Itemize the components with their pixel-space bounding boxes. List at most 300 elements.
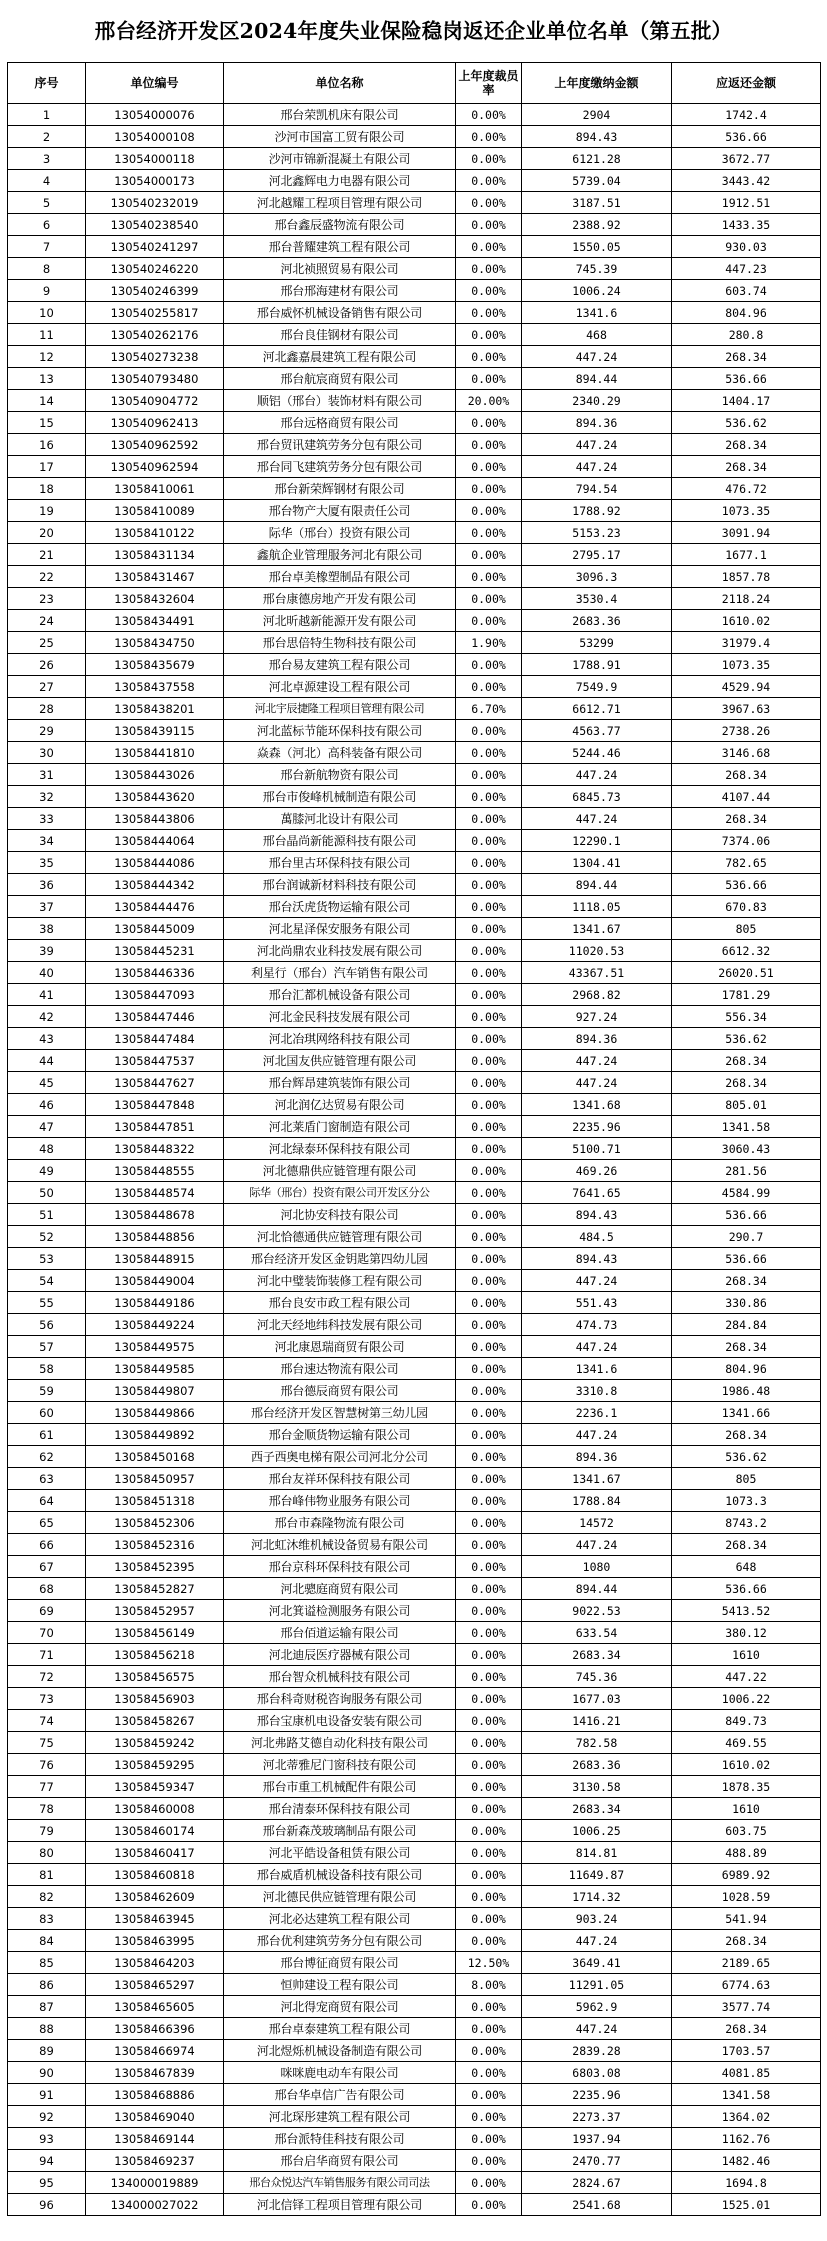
cell-layoff-rate: 0.00% [456, 1138, 522, 1160]
cell-index: 47 [8, 1116, 86, 1138]
table-row [8, 1644, 821, 1666]
cell-index: 79 [8, 1820, 86, 1842]
cell-refund-amount: 1610.02 [672, 610, 821, 632]
cell-unit-name: 邢台市森隆物流有限公司 [224, 1512, 456, 1534]
cell-unit-name: 河北骢庭商贸有限公司 [224, 1578, 456, 1600]
cell-unit-name: 河北康恩瑞商贸有限公司 [224, 1336, 456, 1358]
cell-refund-amount: 1781.29 [672, 984, 821, 1006]
cell-layoff-rate: 0.00% [456, 1402, 522, 1424]
cell-paid-amount: 474.73 [522, 1314, 672, 1336]
cell-paid-amount: 894.36 [522, 1446, 672, 1468]
cell-paid-amount: 484.5 [522, 1226, 672, 1248]
cell-unit-name: 邢台新荣辉钢材有限公司 [224, 478, 456, 500]
cell-unit-code: 13058445231 [86, 940, 224, 962]
cell-unit-name: 萬膝河北设计有限公司 [224, 808, 456, 830]
cell-refund-amount: 1742.4 [672, 104, 821, 126]
cell-refund-amount: 4584.99 [672, 1182, 821, 1204]
cell-unit-code: 134000027022 [86, 2194, 224, 2216]
cell-refund-amount: 536.66 [672, 126, 821, 148]
cell-refund-amount: 541.94 [672, 1908, 821, 1930]
cell-paid-amount: 5100.71 [522, 1138, 672, 1160]
cell-layoff-rate: 0.00% [456, 1864, 522, 1886]
cell-paid-amount: 2340.29 [522, 390, 672, 412]
cell-unit-code: 13054000108 [86, 126, 224, 148]
cell-index: 39 [8, 940, 86, 962]
table-row [8, 478, 821, 500]
cell-unit-code: 13058449224 [86, 1314, 224, 1336]
cell-index: 57 [8, 1336, 86, 1358]
cell-unit-code: 13058446336 [86, 962, 224, 984]
table-row [8, 1512, 821, 1534]
cell-refund-amount: 3060.43 [672, 1138, 821, 1160]
cell-index: 68 [8, 1578, 86, 1600]
cell-layoff-rate: 0.00% [456, 742, 522, 764]
cell-index: 77 [8, 1776, 86, 1798]
table-row [8, 126, 821, 148]
cell-paid-amount: 794.54 [522, 478, 672, 500]
cell-refund-amount: 268.34 [672, 346, 821, 368]
cell-unit-name: 邢台鑫辰盛物流有限公司 [224, 214, 456, 236]
cell-paid-amount: 1550.05 [522, 236, 672, 258]
cell-index: 88 [8, 2018, 86, 2040]
cell-unit-name: 河北绿泰环保科技有限公司 [224, 1138, 456, 1160]
cell-unit-name: 河北尚鼎农业科技发展有限公司 [224, 940, 456, 962]
cell-layoff-rate: 0.00% [456, 1182, 522, 1204]
cell-unit-name: 邢台峰伟物业服务有限公司 [224, 1490, 456, 1512]
cell-unit-code: 13058448678 [86, 1204, 224, 1226]
cell-layoff-rate: 0.00% [456, 830, 522, 852]
cell-unit-code: 13058432604 [86, 588, 224, 610]
cell-index: 56 [8, 1314, 86, 1336]
cell-unit-name: 邢台思倍特生物科技有限公司 [224, 632, 456, 654]
cell-paid-amount: 3530.4 [522, 588, 672, 610]
cell-paid-amount: 447.24 [522, 808, 672, 830]
table-row [8, 1314, 821, 1336]
table-row [8, 1798, 821, 1820]
cell-paid-amount: 6845.73 [522, 786, 672, 808]
cell-paid-amount: 1341.67 [522, 1468, 672, 1490]
cell-unit-code: 13058469144 [86, 2128, 224, 2150]
cell-index: 72 [8, 1666, 86, 1688]
cell-refund-amount: 268.34 [672, 434, 821, 456]
cell-paid-amount: 1714.32 [522, 1886, 672, 1908]
cell-unit-code: 13058445009 [86, 918, 224, 940]
cell-layoff-rate: 0.00% [456, 1116, 522, 1138]
cell-layoff-rate: 0.00% [456, 1270, 522, 1292]
table-row [8, 1886, 821, 1908]
cell-paid-amount: 2470.77 [522, 2150, 672, 2172]
cell-unit-code: 13058444342 [86, 874, 224, 896]
cell-layoff-rate: 0.00% [456, 544, 522, 566]
cell-layoff-rate: 0.00% [456, 1666, 522, 1688]
cell-index: 86 [8, 1974, 86, 1996]
cell-refund-amount: 447.23 [672, 258, 821, 280]
cell-paid-amount: 2541.68 [522, 2194, 672, 2216]
cell-unit-name: 河北中璧装饰装修工程有限公司 [224, 1270, 456, 1292]
cell-paid-amount: 1416.21 [522, 1710, 672, 1732]
cell-refund-amount: 268.34 [672, 2018, 821, 2040]
cell-paid-amount: 2683.34 [522, 1798, 672, 1820]
cell-unit-code: 13058447484 [86, 1028, 224, 1050]
cell-layoff-rate: 0.00% [456, 1798, 522, 1820]
cell-paid-amount: 447.24 [522, 456, 672, 478]
cell-paid-amount: 6612.71 [522, 698, 672, 720]
cell-refund-amount: 476.72 [672, 478, 821, 500]
cell-paid-amount: 1788.92 [522, 500, 672, 522]
cell-refund-amount: 3967.63 [672, 698, 821, 720]
cell-paid-amount: 6803.08 [522, 2062, 672, 2084]
cell-refund-amount: 849.73 [672, 1710, 821, 1732]
cell-layoff-rate: 0.00% [456, 1710, 522, 1732]
cell-unit-name: 河北鑫辉电力电器有限公司 [224, 170, 456, 192]
cell-layoff-rate: 0.00% [456, 566, 522, 588]
table-header-row [8, 63, 821, 104]
cell-paid-amount: 2388.92 [522, 214, 672, 236]
cell-unit-name: 河北天经地纬科技发展有限公司 [224, 1314, 456, 1336]
cell-paid-amount: 447.24 [522, 1336, 672, 1358]
cell-refund-amount: 4529.94 [672, 676, 821, 698]
cell-paid-amount: 3649.41 [522, 1952, 672, 1974]
cell-layoff-rate: 0.00% [456, 324, 522, 346]
cell-refund-amount: 1404.17 [672, 390, 821, 412]
cell-unit-code: 13058450957 [86, 1468, 224, 1490]
cell-layoff-rate: 0.00% [456, 1776, 522, 1798]
table-row [8, 390, 821, 412]
cell-refund-amount: 280.8 [672, 324, 821, 346]
cell-layoff-rate: 0.00% [456, 874, 522, 896]
cell-layoff-rate: 0.00% [456, 2128, 522, 2150]
table-row [8, 808, 821, 830]
table-row [8, 852, 821, 874]
cell-layoff-rate: 0.00% [456, 1050, 522, 1072]
cell-paid-amount: 43367.51 [522, 962, 672, 984]
cell-refund-amount: 536.66 [672, 1204, 821, 1226]
cell-unit-name: 邢台德辰商贸有限公司 [224, 1380, 456, 1402]
table-row [8, 676, 821, 698]
cell-unit-code: 13058434750 [86, 632, 224, 654]
cell-index: 11 [8, 324, 86, 346]
cell-unit-code: 13058431467 [86, 566, 224, 588]
table-row [8, 1996, 821, 2018]
cell-paid-amount: 2236.1 [522, 1402, 672, 1424]
cell-paid-amount: 447.24 [522, 1050, 672, 1072]
cell-unit-code: 130540962592 [86, 434, 224, 456]
cell-refund-amount: 603.74 [672, 280, 821, 302]
cell-index: 37 [8, 896, 86, 918]
cell-layoff-rate: 1.90% [456, 632, 522, 654]
cell-refund-amount: 268.34 [672, 1336, 821, 1358]
cell-layoff-rate: 0.00% [456, 786, 522, 808]
table-row [8, 1072, 821, 1094]
cell-unit-name: 河北协安科技有限公司 [224, 1204, 456, 1226]
cell-index: 49 [8, 1160, 86, 1182]
table-row [8, 1666, 821, 1688]
cell-unit-code: 13054000173 [86, 170, 224, 192]
cell-layoff-rate: 0.00% [456, 1842, 522, 1864]
cell-paid-amount: 1341.68 [522, 1094, 672, 1116]
table-row [8, 1842, 821, 1864]
cell-unit-name: 河北蒂雅尼门窗科技有限公司 [224, 1754, 456, 1776]
cell-refund-amount: 1073.3 [672, 1490, 821, 1512]
cell-unit-code: 13058449866 [86, 1402, 224, 1424]
table-row [8, 984, 821, 1006]
cell-index: 31 [8, 764, 86, 786]
cell-unit-code: 13058456218 [86, 1644, 224, 1666]
cell-refund-amount: 31979.4 [672, 632, 821, 654]
cell-refund-amount: 3672.77 [672, 148, 821, 170]
cell-unit-code: 13058448915 [86, 1248, 224, 1270]
cell-unit-name: 邢台良安市政工程有限公司 [224, 1292, 456, 1314]
cell-layoff-rate: 0.00% [456, 1600, 522, 1622]
cell-index: 12 [8, 346, 86, 368]
cell-layoff-rate: 0.00% [456, 1468, 522, 1490]
cell-index: 52 [8, 1226, 86, 1248]
cell-index: 18 [8, 478, 86, 500]
cell-unit-name: 际华（邢台）投资有限公司 [224, 522, 456, 544]
cell-unit-name: 河北恰德通供应链管理有限公司 [224, 1226, 456, 1248]
cell-paid-amount: 447.24 [522, 1270, 672, 1292]
table-row [8, 544, 821, 566]
cell-index: 61 [8, 1424, 86, 1446]
cell-index: 3 [8, 148, 86, 170]
cell-index: 93 [8, 2128, 86, 2150]
cell-layoff-rate: 0.00% [456, 1556, 522, 1578]
cell-index: 5 [8, 192, 86, 214]
cell-unit-code: 13058449892 [86, 1424, 224, 1446]
table-row [8, 1424, 821, 1446]
cell-refund-amount: 2189.65 [672, 1952, 821, 1974]
cell-index: 59 [8, 1380, 86, 1402]
cell-unit-name: 邢台康德房地产开发有限公司 [224, 588, 456, 610]
cell-layoff-rate: 0.00% [456, 2040, 522, 2062]
cell-index: 33 [8, 808, 86, 830]
cell-index: 69 [8, 1600, 86, 1622]
table-row [8, 1710, 821, 1732]
cell-paid-amount: 2904 [522, 104, 672, 126]
cell-layoff-rate: 0.00% [456, 280, 522, 302]
cell-unit-name: 邢台新森茂玻璃制品有限公司 [224, 1820, 456, 1842]
cell-refund-amount: 281.56 [672, 1160, 821, 1182]
cell-refund-amount: 1677.1 [672, 544, 821, 566]
cell-layoff-rate: 0.00% [456, 1644, 522, 1666]
cell-index: 25 [8, 632, 86, 654]
cell-unit-code: 13058465297 [86, 1974, 224, 1996]
table-row [8, 1226, 821, 1248]
cell-refund-amount: 1162.76 [672, 2128, 821, 2150]
table-row [8, 830, 821, 852]
cell-index: 23 [8, 588, 86, 610]
cell-unit-name: 邢台智众机械科技有限公司 [224, 1666, 456, 1688]
header-paid-amount: 上年度缴纳金额 [522, 63, 672, 104]
cell-layoff-rate: 0.00% [456, 1578, 522, 1600]
cell-unit-code: 130540232019 [86, 192, 224, 214]
cell-paid-amount: 1788.84 [522, 1490, 672, 1512]
cell-refund-amount: 284.84 [672, 1314, 821, 1336]
cell-index: 26 [8, 654, 86, 676]
cell-paid-amount: 2968.82 [522, 984, 672, 1006]
table-row [8, 1248, 821, 1270]
cell-refund-amount: 4081.85 [672, 2062, 821, 2084]
cell-refund-amount: 1341.58 [672, 1116, 821, 1138]
cell-index: 30 [8, 742, 86, 764]
table-row [8, 412, 821, 434]
cell-unit-code: 13058448555 [86, 1160, 224, 1182]
cell-unit-code: 13058460008 [86, 1798, 224, 1820]
cell-index: 42 [8, 1006, 86, 1028]
cell-unit-name: 河北煜烁机械设备制造有限公司 [224, 2040, 456, 2062]
cell-layoff-rate: 0.00% [456, 1996, 522, 2018]
cell-paid-amount: 894.43 [522, 126, 672, 148]
table-row [8, 500, 821, 522]
cell-paid-amount: 11649.87 [522, 1864, 672, 1886]
cell-paid-amount: 53299 [522, 632, 672, 654]
cell-index: 66 [8, 1534, 86, 1556]
cell-unit-name: 河北虹沐维机械设备贸易有限公司 [224, 1534, 456, 1556]
cell-paid-amount: 2795.17 [522, 544, 672, 566]
table-row [8, 1402, 821, 1424]
cell-index: 75 [8, 1732, 86, 1754]
cell-layoff-rate: 20.00% [456, 390, 522, 412]
header-unit-code: 单位编号 [86, 63, 224, 104]
table-row [8, 918, 821, 940]
cell-layoff-rate: 0.00% [456, 1930, 522, 1952]
cell-index: 45 [8, 1072, 86, 1094]
cell-unit-code: 13058449585 [86, 1358, 224, 1380]
table-row [8, 324, 821, 346]
cell-layoff-rate: 0.00% [456, 588, 522, 610]
cell-layoff-rate: 0.00% [456, 1248, 522, 1270]
cell-paid-amount: 894.43 [522, 1248, 672, 1270]
table-row [8, 1138, 821, 1160]
cell-unit-name: 邢台优利建筑劳务分包有限公司 [224, 1930, 456, 1952]
table-row [8, 2172, 821, 2194]
cell-refund-amount: 930.03 [672, 236, 821, 258]
cell-unit-code: 13058463945 [86, 1908, 224, 1930]
cell-unit-name: 河北蓝标节能环保科技有限公司 [224, 720, 456, 742]
cell-index: 35 [8, 852, 86, 874]
cell-unit-name: 河北星泽保安服务有限公司 [224, 918, 456, 940]
cell-refund-amount: 268.34 [672, 1930, 821, 1952]
cell-index: 74 [8, 1710, 86, 1732]
cell-unit-code: 13058447093 [86, 984, 224, 1006]
cell-layoff-rate: 0.00% [456, 522, 522, 544]
cell-unit-name: 邢台贸讯建筑劳务分包有限公司 [224, 434, 456, 456]
table-row [8, 456, 821, 478]
cell-paid-amount: 1006.24 [522, 280, 672, 302]
cell-unit-name: 鑫航企业管理服务河北有限公司 [224, 544, 456, 566]
cell-unit-name: 邢台清泰环保科技有限公司 [224, 1798, 456, 1820]
cell-unit-code: 13058448574 [86, 1182, 224, 1204]
cell-paid-amount: 1788.91 [522, 654, 672, 676]
cell-unit-code: 134000019889 [86, 2172, 224, 2194]
cell-index: 62 [8, 1446, 86, 1468]
cell-index: 76 [8, 1754, 86, 1776]
table-row [8, 1160, 821, 1182]
table-row [8, 1952, 821, 1974]
table-row [8, 1292, 821, 1314]
cell-refund-amount: 536.62 [672, 1446, 821, 1468]
cell-layoff-rate: 0.00% [456, 1534, 522, 1556]
cell-paid-amount: 3130.58 [522, 1776, 672, 1798]
cell-refund-amount: 268.34 [672, 808, 821, 830]
cell-unit-name: 邢台汇都机械设备有限公司 [224, 984, 456, 1006]
cell-unit-name: 河北国友供应链管理有限公司 [224, 1050, 456, 1072]
table-row [8, 610, 821, 632]
cell-paid-amount: 1118.05 [522, 896, 672, 918]
cell-layoff-rate: 0.00% [456, 1072, 522, 1094]
cell-layoff-rate: 0.00% [456, 1732, 522, 1754]
cell-unit-name: 河北金民科技发展有限公司 [224, 1006, 456, 1028]
cell-refund-amount: 536.66 [672, 1248, 821, 1270]
table-row [8, 1358, 821, 1380]
cell-index: 16 [8, 434, 86, 456]
table-row [8, 588, 821, 610]
cell-layoff-rate: 0.00% [456, 1160, 522, 1182]
cell-paid-amount: 447.24 [522, 434, 672, 456]
cell-unit-name: 河北得宠商贸有限公司 [224, 1996, 456, 2018]
cell-index: 21 [8, 544, 86, 566]
cell-paid-amount: 12290.1 [522, 830, 672, 852]
cell-unit-code: 13058443026 [86, 764, 224, 786]
cell-index: 19 [8, 500, 86, 522]
cell-index: 22 [8, 566, 86, 588]
cell-paid-amount: 2824.67 [522, 2172, 672, 2194]
cell-refund-amount: 1525.01 [672, 2194, 821, 2216]
table-row [8, 940, 821, 962]
cell-paid-amount: 2273.37 [522, 2106, 672, 2128]
cell-unit-code: 13058410122 [86, 522, 224, 544]
cell-unit-name: 邢台新航物资有限公司 [224, 764, 456, 786]
table-row [8, 1182, 821, 1204]
cell-refund-amount: 6612.32 [672, 940, 821, 962]
cell-unit-code: 13058452316 [86, 1534, 224, 1556]
cell-paid-amount: 894.44 [522, 368, 672, 390]
cell-index: 63 [8, 1468, 86, 1490]
cell-refund-amount: 3146.68 [672, 742, 821, 764]
cell-layoff-rate: 0.00% [456, 500, 522, 522]
table-row [8, 786, 821, 808]
table-row [8, 720, 821, 742]
table-row [8, 522, 821, 544]
cell-index: 82 [8, 1886, 86, 1908]
cell-unit-name: 河北平皓设备租赁有限公司 [224, 1842, 456, 1864]
cell-layoff-rate: 6.70% [456, 698, 522, 720]
cell-unit-name: 河北迪辰医疗器械有限公司 [224, 1644, 456, 1666]
cell-unit-name: 邢台派特佳科技有限公司 [224, 2128, 456, 2150]
cell-unit-name: 邢台友祥环保科技有限公司 [224, 1468, 456, 1490]
cell-layoff-rate: 0.00% [456, 1424, 522, 1446]
cell-layoff-rate: 0.00% [456, 1226, 522, 1248]
cell-paid-amount: 814.81 [522, 1842, 672, 1864]
cell-index: 1 [8, 104, 86, 126]
cell-layoff-rate: 0.00% [456, 2084, 522, 2106]
cell-refund-amount: 648 [672, 1556, 821, 1578]
table-row [8, 632, 821, 654]
table-row [8, 1094, 821, 1116]
cell-unit-name: 河北昕越新能源开发有限公司 [224, 610, 456, 632]
cell-layoff-rate: 0.00% [456, 962, 522, 984]
cell-index: 80 [8, 1842, 86, 1864]
cell-layoff-rate: 0.00% [456, 1754, 522, 1776]
table-row [8, 962, 821, 984]
cell-layoff-rate: 8.00% [456, 1974, 522, 1996]
table-row [8, 1600, 821, 1622]
table-row [8, 1776, 821, 1798]
cell-paid-amount: 2839.28 [522, 2040, 672, 2062]
cell-refund-amount: 804.96 [672, 302, 821, 324]
cell-paid-amount: 4563.77 [522, 720, 672, 742]
cell-index: 13 [8, 368, 86, 390]
